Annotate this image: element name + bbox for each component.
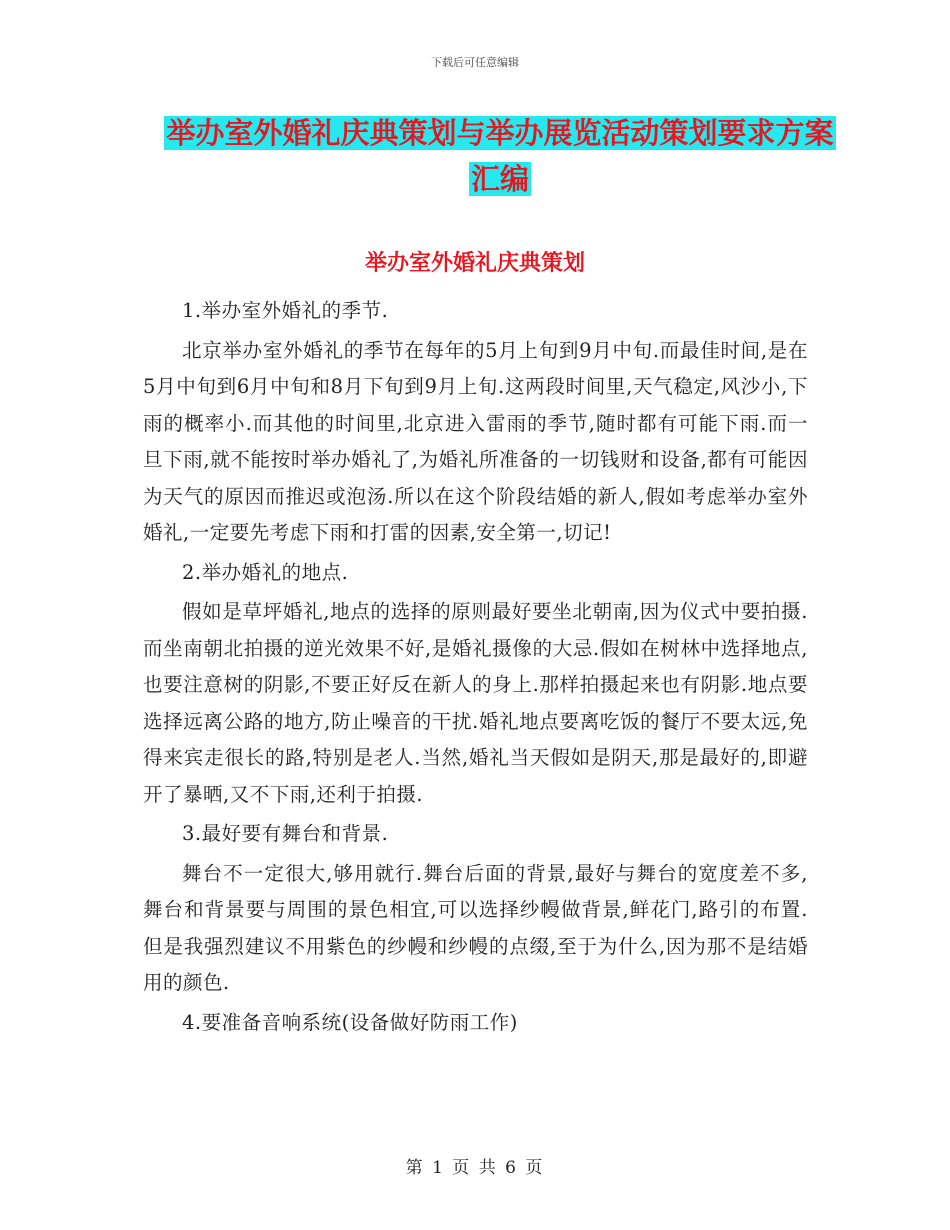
paragraph-body-3: 舞台不一定很大,够用就行.舞台后面的背景,最好与舞台的宽度差不多,舞台和背景要与周围的景色相宜,可以选择纱幔做背景,鲜花门,路引的布置.但是我强烈建议不用紫色的纱幔和纱幔的点缀,至于为什么,因为那不是结婚用的颜色. [143,861,808,994]
header-note: 下载后可任意编辑 [431,56,519,69]
document-title [140,110,860,202]
document-body [143,290,808,1044]
section-title: 举办室外婚礼庆典策划 [364,250,585,276]
page-footer: 第 1 页 共 6 页 [405,1158,545,1178]
paragraph-heading-2: 2.举办婚礼的地点. [182,560,349,584]
paragraph-body-1: 北京举办室外婚礼的季节在每年的5月上旬到9月中旬.而最佳时间,是在5月中旬到6月中旬和8月下旬到9月上旬.这两段时间里,天气稳定,风沙小,下雨的概率小.而其他的时间里,北京进入雷雨的季节,随时都有可能下雨.而一旦下雨,就不能按时举办婚礼了,为婚礼所准备的一切钱财和设备,都有可能因为天气的原因而推迟或泡汤.所以在这个阶段结婚的新人,假如考虑举办室外婚礼,一定要先考虑下雨和打雷的因素,安全第一,切记! [143,338,808,544]
document-title-line1: 举办室外婚礼庆典策划与举办展览活动策划要求方案 [166,116,834,150]
paragraph-heading-3: 3.最好要有舞台和背景. [182,822,389,845]
document-title-line2: 汇编 [470,162,529,196]
paragraph-body-2: 假如是草坪婚礼,地点的选择的原则最好要坐北朝南,因为仪式中要拍摄.而坐南朝北拍摄的逆光效果不好,是婚礼摄像的大忌.假如在树林中选择地点,也要注意树的阴影,不要正好反在新人的身上.那样拍摄起来也有阴影.地点要选择远离公路的地方,防止噪音的干扰.婚礼地点要离吃饭的餐厅不要太远,免得来宾走很长的路,特别是老人.当然,婚礼当天假如是阴天,那是最好的,即避开了暴晒,又不下雨,还利于拍摄. [143,600,808,806]
paragraph-heading-4: 4.要准备音响系统(设备做好防雨工作) [182,1010,518,1034]
paragraph-heading-1: 1.举办室外婚礼的季节. [182,299,389,322]
